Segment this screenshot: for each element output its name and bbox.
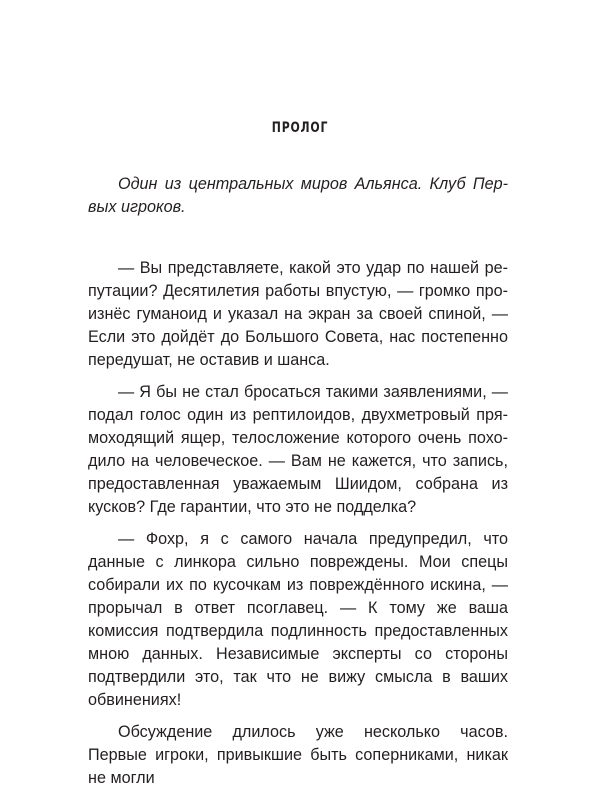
paragraph: — Фохр, я с самого начала предупредил, что данные с линкора сильно повреждены. Мои спецы собирали их по кусочкам из повреждённого искина, — прорычал в ответ псоглавец. — К тому же ваша комиссия подтвердила подлинность предоставленных мною данных. Независимые эксперты со стороны подтвердили это, так что не вижу смысла в ваших обвинениях! bbox=[88, 530, 508, 709]
paragraph: — Я бы не стал бросаться такими заявлениями, — подал голос один из рептилоидов, двухметровый прямоходящий ящер, телосложение которого очень походило на человеческое. — Вам не кажется, что запись, предоставленная уважаемым Шиидом, собрана из кусков? Где гарантии, что это не подделка? bbox=[88, 383, 508, 516]
intro-block bbox=[88, 173, 508, 219]
paragraph: — Вы представляете, какой это удар по нашей репутации? Десятилетия работы впустую, — громко произнёс гуманоид и указал на экран за своей спиной, — Если это дойдёт до Большого Совета, нас постепенно передушат, не оставив и шанса. bbox=[88, 259, 508, 369]
intro-paragraph: Один из центральных миров Альянса. Клуб Первых игроков. bbox=[88, 175, 508, 216]
chapter-heading: ПРОЛОГ bbox=[271, 120, 329, 136]
body-text bbox=[88, 257, 508, 790]
paragraph: Обсуждение длилось уже несколько часов. Первые игроки, привыкшие быть соперниками, никак не могли bbox=[88, 723, 508, 787]
